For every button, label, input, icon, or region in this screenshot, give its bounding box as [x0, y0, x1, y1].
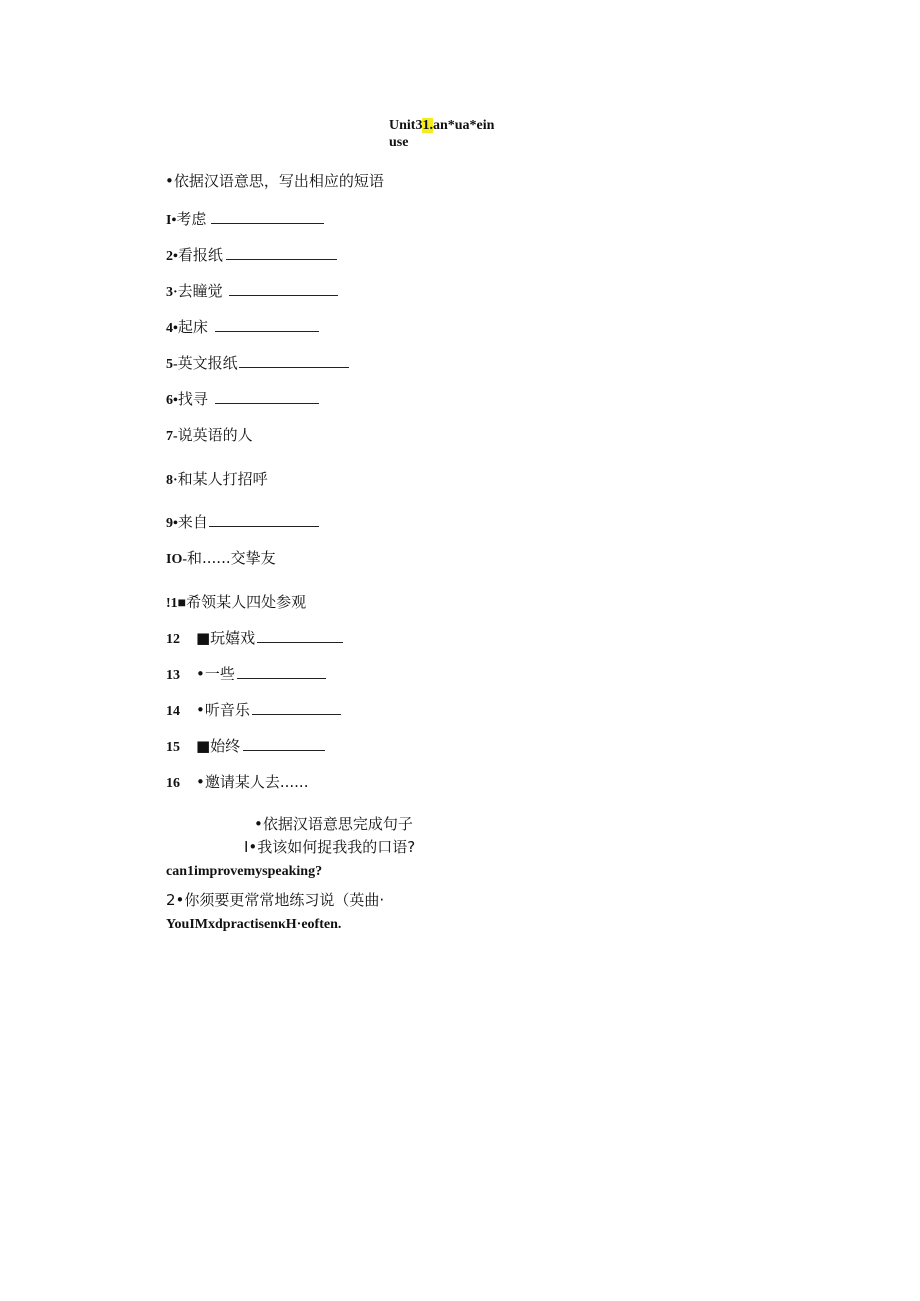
list-item: [166, 352, 349, 373]
item-number: 7-: [166, 429, 178, 444]
item-number: 4•: [166, 321, 178, 336]
answer-blank[interactable]: [215, 389, 319, 404]
title-part1: Unit3: [389, 118, 423, 133]
list-item: [166, 424, 253, 445]
question-1-english: can1improvemyspeaking?: [166, 864, 323, 879]
list-item: [166, 244, 337, 265]
item-text: 来自: [177, 513, 208, 531]
item-text: 希领某人四处参观: [186, 593, 307, 611]
list-item: [166, 208, 324, 229]
answer-blank[interactable]: [209, 512, 319, 527]
item-number: 5-: [166, 357, 178, 372]
answer-blank[interactable]: [239, 353, 349, 368]
answer-blank[interactable]: [229, 281, 338, 296]
item-number: 6•: [166, 393, 178, 408]
list-item: [166, 468, 268, 489]
section2-heading: •依据汉语意思完成句子: [254, 815, 413, 833]
answer-blank[interactable]: [215, 317, 319, 332]
page-title: [389, 117, 494, 134]
question-2-english: YouIMxdpractisenκH·eoften.: [166, 917, 342, 932]
item-text: 看报纸: [177, 246, 223, 264]
list-item: [166, 627, 343, 648]
item-text: •一些: [196, 665, 235, 683]
list-item: [166, 699, 341, 720]
item-text: 说英语的人: [177, 426, 253, 444]
list-item: [166, 388, 319, 409]
item-text: 和......交挚友: [187, 549, 276, 567]
item-text: ■玩嬉戏: [196, 629, 256, 647]
list-item: [166, 735, 325, 756]
answer-blank[interactable]: [252, 700, 341, 715]
question-1-chinese: I•我该如何捉我我的口语?: [244, 838, 416, 856]
item-number: I•: [166, 213, 177, 228]
page-title-line2: use: [389, 135, 409, 150]
answer-blank[interactable]: [257, 628, 343, 643]
item-text: 起床: [177, 318, 208, 336]
item-number: 13: [166, 668, 180, 683]
list-item: [166, 591, 306, 612]
answer-blank[interactable]: [211, 209, 324, 224]
item-number: 2•: [166, 249, 178, 264]
item-text: •邀请某人去......: [196, 773, 309, 791]
item-text: 和某人打招呼: [177, 470, 268, 488]
item-text: •听音乐: [196, 701, 250, 719]
item-number: 9•: [166, 516, 178, 531]
answer-blank[interactable]: [243, 736, 325, 751]
section1-heading: •依据汉语意思，写出相应的短语: [165, 172, 384, 190]
list-item: [166, 280, 338, 301]
item-number: 3·: [166, 285, 178, 300]
title-highlight: 1.: [422, 118, 433, 133]
item-number: IO-: [166, 552, 187, 567]
list-item: [166, 511, 319, 532]
item-text: 找寻: [177, 390, 208, 408]
item-number: !1■: [166, 596, 187, 611]
list-item: [166, 771, 308, 792]
item-text: ■始终: [196, 737, 241, 755]
item-number: 12: [166, 632, 180, 647]
list-item: [166, 663, 326, 684]
answer-blank[interactable]: [226, 245, 337, 260]
item-number: 14: [166, 704, 180, 719]
item-text: 英文报纸: [177, 354, 238, 372]
item-text: 去瞳觉: [177, 282, 223, 300]
item-number: 8·: [166, 473, 178, 488]
answer-blank[interactable]: [237, 664, 326, 679]
item-text: 考虑: [176, 210, 207, 228]
list-item: [166, 316, 319, 337]
item-number: 16: [166, 776, 180, 791]
title-part2: an*ua*ein: [432, 118, 495, 133]
item-number: 15: [166, 740, 180, 755]
list-item: [166, 547, 276, 568]
question-2-chinese: 2•你须要更常常地练习说（英曲·: [166, 891, 385, 909]
